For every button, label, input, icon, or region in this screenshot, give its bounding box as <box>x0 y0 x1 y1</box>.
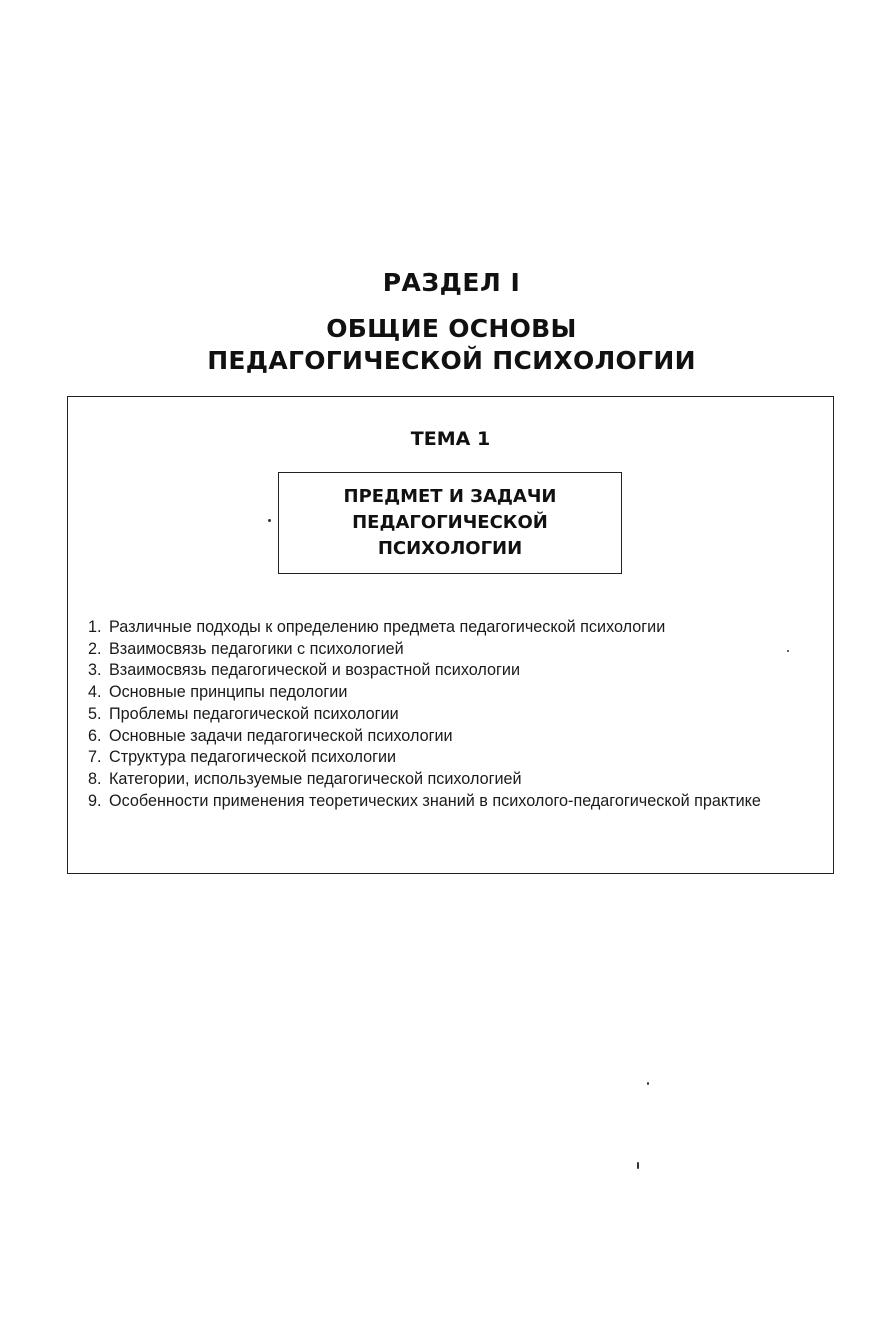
list-item <box>88 769 808 791</box>
list-item-number: 9. <box>88 791 102 810</box>
list-item-text: Структура педагогической психологии <box>109 748 397 767</box>
list-item-text: Взаимосвязь педагогики с психологией <box>109 639 404 658</box>
scan-speck <box>647 1082 649 1085</box>
scan-speck <box>268 519 271 522</box>
section-title-line-1: ОБЩИЕ ОСНОВЫ <box>326 314 577 343</box>
list-item-number: 2. <box>88 639 102 658</box>
topic-number: ТЕМА 1 <box>410 428 491 450</box>
list-item-text: Взаимосвязь педагогической и возрастной психологии <box>109 661 520 680</box>
list-item-text: Основные задачи педагогической психологии <box>109 726 453 745</box>
section-title-line-2: ПЕДАГОГИЧЕСКОЙ ПСИХОЛОГИИ <box>207 346 696 375</box>
list-item-number: 7. <box>88 748 102 767</box>
list-item <box>88 682 808 704</box>
section-label: РАЗДЕЛ I <box>382 268 521 297</box>
list-item-number: 8. <box>88 769 102 788</box>
list-item-number: 3. <box>88 661 102 680</box>
scan-speck <box>637 1162 639 1169</box>
topic-title-line-2: ПЕДАГОГИЧЕСКОЙ <box>352 512 548 533</box>
list-item <box>88 704 808 726</box>
list-item <box>88 726 808 748</box>
list-item-number: 5. <box>88 704 102 723</box>
list-item-number: 6. <box>88 726 102 745</box>
topic-title-line-3: ПСИХОЛОГИИ <box>377 538 523 559</box>
section-title <box>0 313 882 377</box>
contents-list <box>88 617 808 812</box>
list-item-text: Категории, используемые педагогической психологией <box>109 769 522 788</box>
list-item-number: 1. <box>88 618 102 636</box>
topic-title-box <box>278 472 622 574</box>
topic-title-line-1: ПРЕДМЕТ И ЗАДАЧИ <box>343 486 557 507</box>
scan-speck <box>787 650 789 652</box>
list-item-text: Проблемы педагогической психологии <box>109 704 399 723</box>
list-item <box>88 747 808 769</box>
list-item-text: Различные подходы к определению предмета педагогической психологии <box>109 618 666 636</box>
list-item-text: Основные принципы педологии <box>109 683 348 702</box>
list-item <box>88 639 808 661</box>
list-item <box>88 660 808 682</box>
list-item-text: Особенности применения теоретических знаний в психолого-педагогической практике <box>109 791 761 810</box>
list-item-number: 4. <box>88 683 102 702</box>
list-item <box>88 791 808 813</box>
list-item <box>88 617 808 639</box>
